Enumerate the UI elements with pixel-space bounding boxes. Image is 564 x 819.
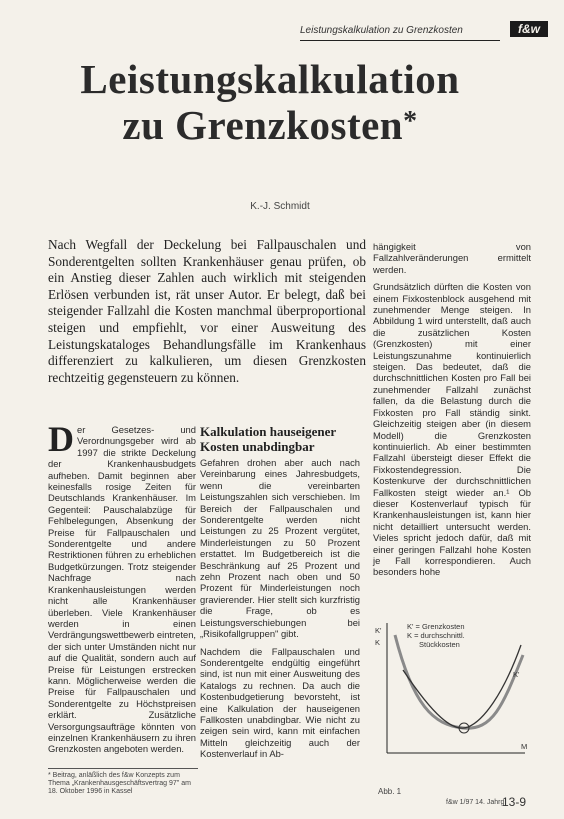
author-byline: K.-J. Schmidt [250, 201, 310, 212]
column-1 [48, 419, 197, 755]
title-line-2-text: zu Grenzkosten [122, 102, 404, 148]
title-line-1: Leistungskalkulation [80, 56, 460, 102]
column-1-text: er Gesetzes- und Verordnungsgeber wird ab 1997 die strikte Deckelung der Krankenhausbudgets aufheben. Damit beginnen aber keinesfalls rosige Zeiten für Deutschlands Krankenhäuser. Im Gegenteil: Pauschalabzüge für Fehlbelegungen, Absenkung der Preise für Fallpauschalen und Sonderentgelte und andere Restriktionen führen zu erheblichen Budgetkürzungen. Trotz steigender Nachfrage nach Krankenhausleistungen werden nicht alle Krankenhäuser überleben. Viele Krankenhäuser werden in einen Verdrängungswettbewerb eintreten, der sich unter Umständen nicht nur auf die Qualität, sondern auch auf Preise für Leistungen erstrecken kann. Möglicherweise werden die Preise für Fallpauschalen und Sonderentgelte zu Höchstpreisen erklärt. Zusätzliche Versorgungsaufträge könnten von einzelnen Krankenhäusern zu ihren Grenzkosten angeboten werden. [48, 424, 197, 755]
marginal-cost-curve [403, 645, 521, 728]
column-3-paragraph-1: hängigkeit von Fallzahlveränderungen ermittelt werden. [373, 241, 531, 275]
column-2 [200, 457, 360, 766]
footnote: * Beitrag, anläßlich des f&w Konzepts zum Thema „Krankenhausgeschäftsvertrag 97" am 18. Oktober 1996 in Kassel [48, 768, 198, 796]
legend-line-3: Stückkosten [419, 640, 460, 649]
column-3-paragraph-2: Grundsätzlich dürften die Kosten von einem Fixkostenblock ausgehend mit zunehmender Menge steigen. In Abbildung 1 wird unterstellt, daß auch die zusätzlichen Kosten (Grenzkosten) mit einer Leistungszunahme kontinuierlich steigen. Das bedeutet, daß die durchschnittlichen Kosten pro Fall bei zunehmender Fallzahl zunächst fallen, da die Belastung durch die Fixkosten pro Fall ständig sinkt. Gleichzeitig steigen aber (in diesem Modell) die Grenzkosten kontinuierlich. Ab einer bestimmten Fallzahl übersteigt dieser Effekt die Fixkostendegression. Die Kostenkurve der durchschnittlichen Fallkosten steigt wieder an.¹ Ob dieser Kostenverlauf typisch für Krankenhausleistungen ist, kann hier nicht detailliert untersucht werden. Vieles spricht jedoch dafür, daß mit einer geringen Fallzahl hohe Kosten je Fall korrespondieren. Auch besonders hohe [373, 281, 531, 578]
drop-cap: D [48, 419, 74, 459]
article-title [60, 56, 480, 148]
title-line-2 [60, 102, 480, 148]
y-axis-label-marginal: K' [375, 626, 382, 635]
header-rule [300, 40, 500, 41]
column-2-paragraph-1: Gefahren drohen aber auch nach Vereinbarung eines Jahresbudgets, wenn die vereinbarten Leistungszahlen sich verschieben. Im Bereich der Fallpauschalen und Sonderentgelte werden nicht Leistungen zu 25 Prozent vergütet, Minderleistungen zu 50 Prozent erstattet. Im Budgetbereich ist die Beschränkung auf 25 Prozent und zehn Prozent nach oben und 50 Prozent für Minderleistungen noch gravierender. Hier stellt sich kurzfristig die Frage, ob es Leistungsverschiebungen bei „Risikofallgruppen" gibt. [200, 457, 360, 640]
column-2-paragraph-2: Nachdem die Fallpauschalen und Sonderentgelte endgültig eingeführt sind, ist nun mit einer Ausweitung des Katalogs zu rechnen. Da auch die Kostenbudgetierung bevorsteht, ist eine Kalkulation der hauseigenen Fallkosten unabdingbar. Wie nicht zu zeigen sein wird, kann mit einfachen Mitteln gleichzeitig auch der Kostenverlauf in Ab- [200, 645, 360, 760]
journal-logo: f&w [510, 21, 548, 37]
running-head: Leistungskalkulation zu Grenzkosten [300, 25, 463, 36]
section-subhead: Kalkulation hauseigener Kosten unabdingbar [200, 424, 336, 454]
footer-issue: f&w 1/97 14. Jahrg. [446, 799, 507, 806]
page-number: 13-9 [502, 795, 527, 809]
curve-label-marginal: K' [513, 670, 520, 679]
column-3 [373, 241, 531, 584]
figure-caption: Abb. 1 [378, 787, 402, 796]
x-axis-label: M [521, 742, 528, 751]
cost-curve-figure [373, 615, 531, 765]
legend-line-2: K = durchschnittl. [407, 631, 465, 640]
lead-paragraph: Nach Wegfall der Deckelung bei Fallpauschalen und Sonderentgelten sollten Krankenhäuser genau prüfen, ob ein Anstieg dieser Zahlen auch wirklich mit steigenden Erlösen verbunden ist, rät unser Autor. Er belegt, daß bei steigender Fallzahl die Kosten manchmal überproportional steigen und empfiehlt, vor einer Ausweitung des Leistungskataloges Behandlungsfälle im Krankenhaus differenziert zu kalkulieren, um diesen Grenzkosten rechtzeitig gegensteuern zu können. [48, 237, 366, 385]
y-axis-label-average: K [375, 638, 381, 647]
legend-line-1: K' = Grenzkosten [407, 622, 465, 631]
title-footnote-mark: * [403, 106, 418, 137]
